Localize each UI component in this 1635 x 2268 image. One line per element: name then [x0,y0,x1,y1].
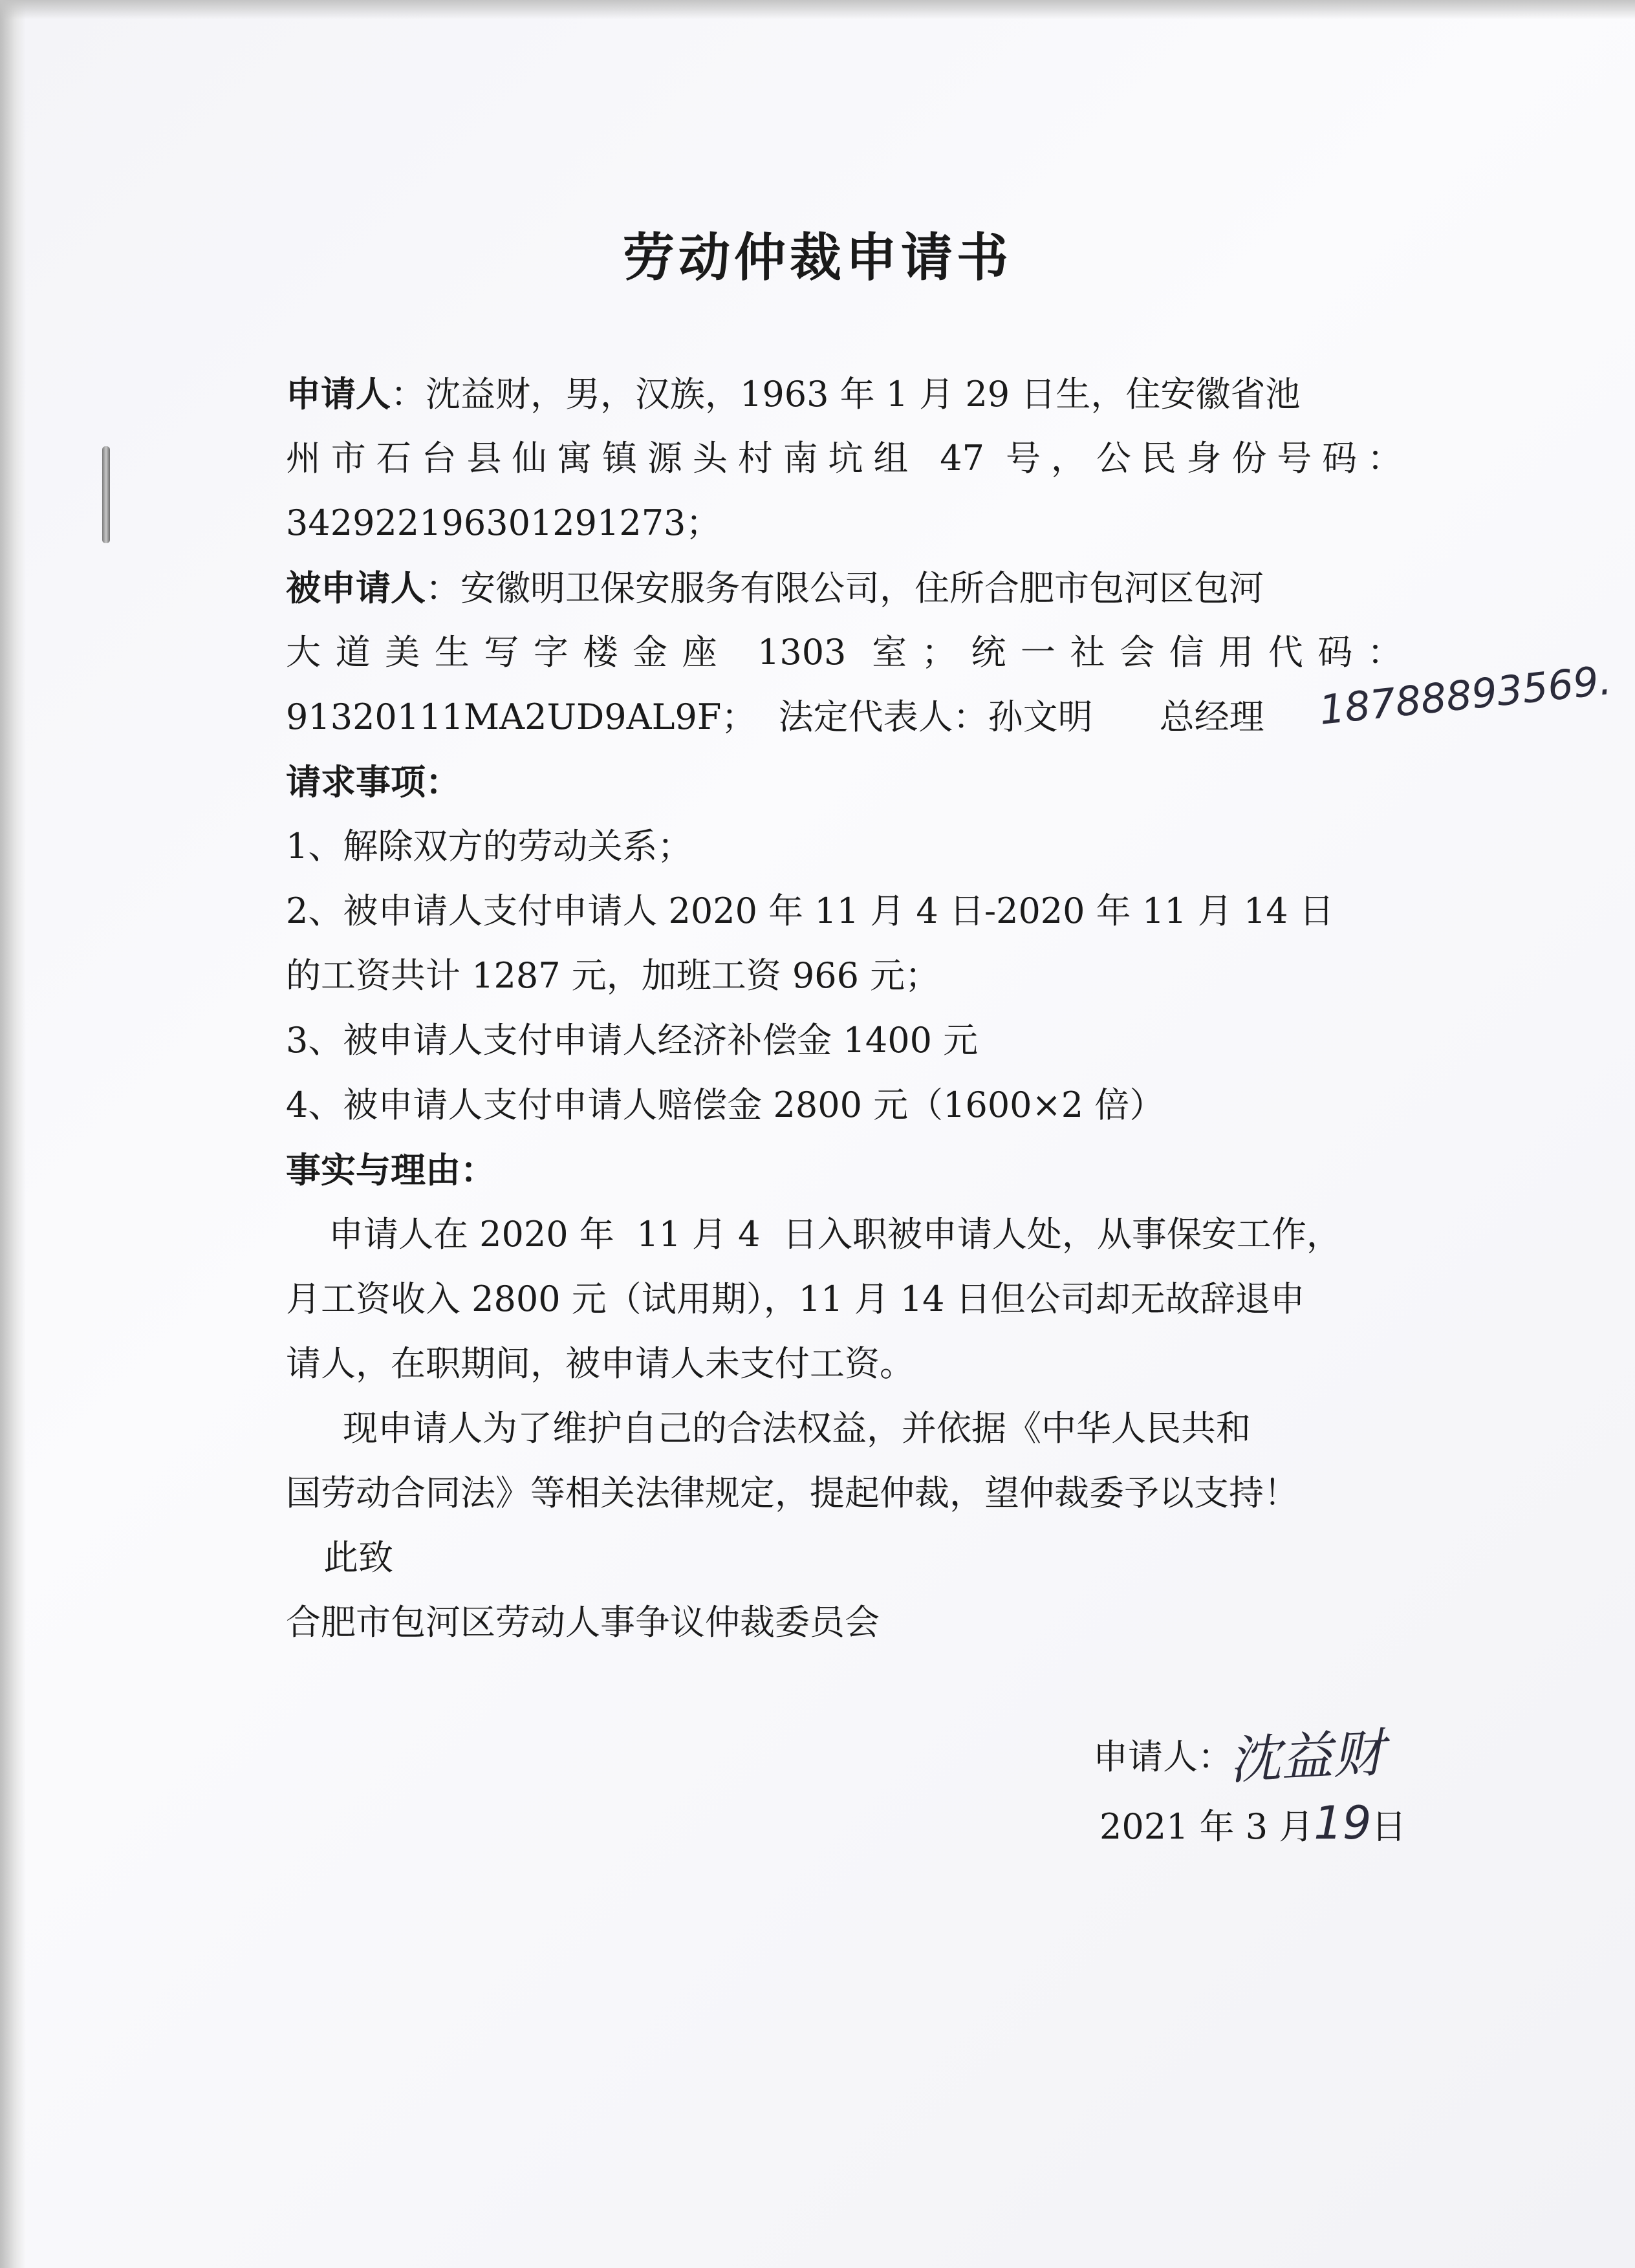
date-prefix: 2021 年 3 月 [1099,1806,1314,1847]
facts-line-3: 请人，在职期间，被申请人未支付工资。 [286,1343,915,1384]
handwritten-phone-number: 18788893569. [1317,656,1614,734]
facts-line-5: 国劳动合同法》等相关法律规定，提起仲裁，望仲裁委予以支持！ [286,1473,1299,1513]
request-item-2: 2、被申请人支付申请人 2020 年 11 月 4 日-2020 年 11 月 14 日 [286,891,1334,931]
scan-shadow-left [0,0,26,2268]
request-item-4: 4、被申请人支付申请人赔偿金 2800 元（1600×2 倍） [286,1085,1165,1125]
staple-mark [102,446,110,543]
requests-heading: 请求事项： [286,761,460,803]
handwritten-date-day: 19 [1314,1797,1372,1850]
respondent-line-1 [286,564,1402,612]
request-item-1: 1、解除双方的劳动关系； [286,826,693,867]
respondent-line-2: 大道美生写字楼金座 1303 室；统一社会信用代码： [286,632,1402,673]
applicant-line-1 [286,370,1402,418]
applicant-details: ：沈益财，男，汉族，1963 年 1 月 29 日生，住安徽省池 [391,374,1301,415]
applicant-label: 申请人 [286,373,391,415]
signature-label: 申请人： [1093,1736,1233,1777]
facts-line-4: 现申请人为了维护自己的合法权益，并依据《中华人民共和 [343,1408,1251,1449]
respondent-line-3: 91320111MA2UD9AL9F； 法定代表人：孙文明 总经理 [286,697,1264,737]
handwritten-signature: 沈益财 [1228,1722,1386,1791]
closing-salutation: 此致 [323,1537,393,1578]
facts-heading: 事实与理由： [286,1149,495,1191]
signing-date [1099,1799,1406,1851]
respondent-label: 被申请人 [286,567,426,609]
applicant-id-number: 342922196301291273； [286,502,721,543]
facts-line-1: 申请人在 2020 年 11 月 4 日入职被申请人处，从事保安工作， [329,1214,1341,1255]
date-suffix: 日 [1371,1806,1407,1847]
respondent-details: ：安徽明卫保安服务有限公司，住所合肥市包河区包河 [426,568,1264,609]
applicant-line-2: 州市石台县仙寓镇源头村南坑组 47 号，公民身份号码： [286,438,1402,479]
document-title: 劳动仲裁申请书 [623,227,1012,288]
scan-shadow-top [0,0,1635,19]
request-item-2-cont: 的工资共计 1287 元，加班工资 966 元； [286,955,940,996]
request-item-3: 3、被申请人支付申请人经济补偿金 1400 元 [286,1020,979,1061]
recipient-committee: 合肥市包河区劳动人事争议仲裁委员会 [286,1602,880,1643]
facts-line-2: 月工资收入 2800 元（试用期），11 月 14 日但公司却无故辞退申 [286,1279,1305,1319]
